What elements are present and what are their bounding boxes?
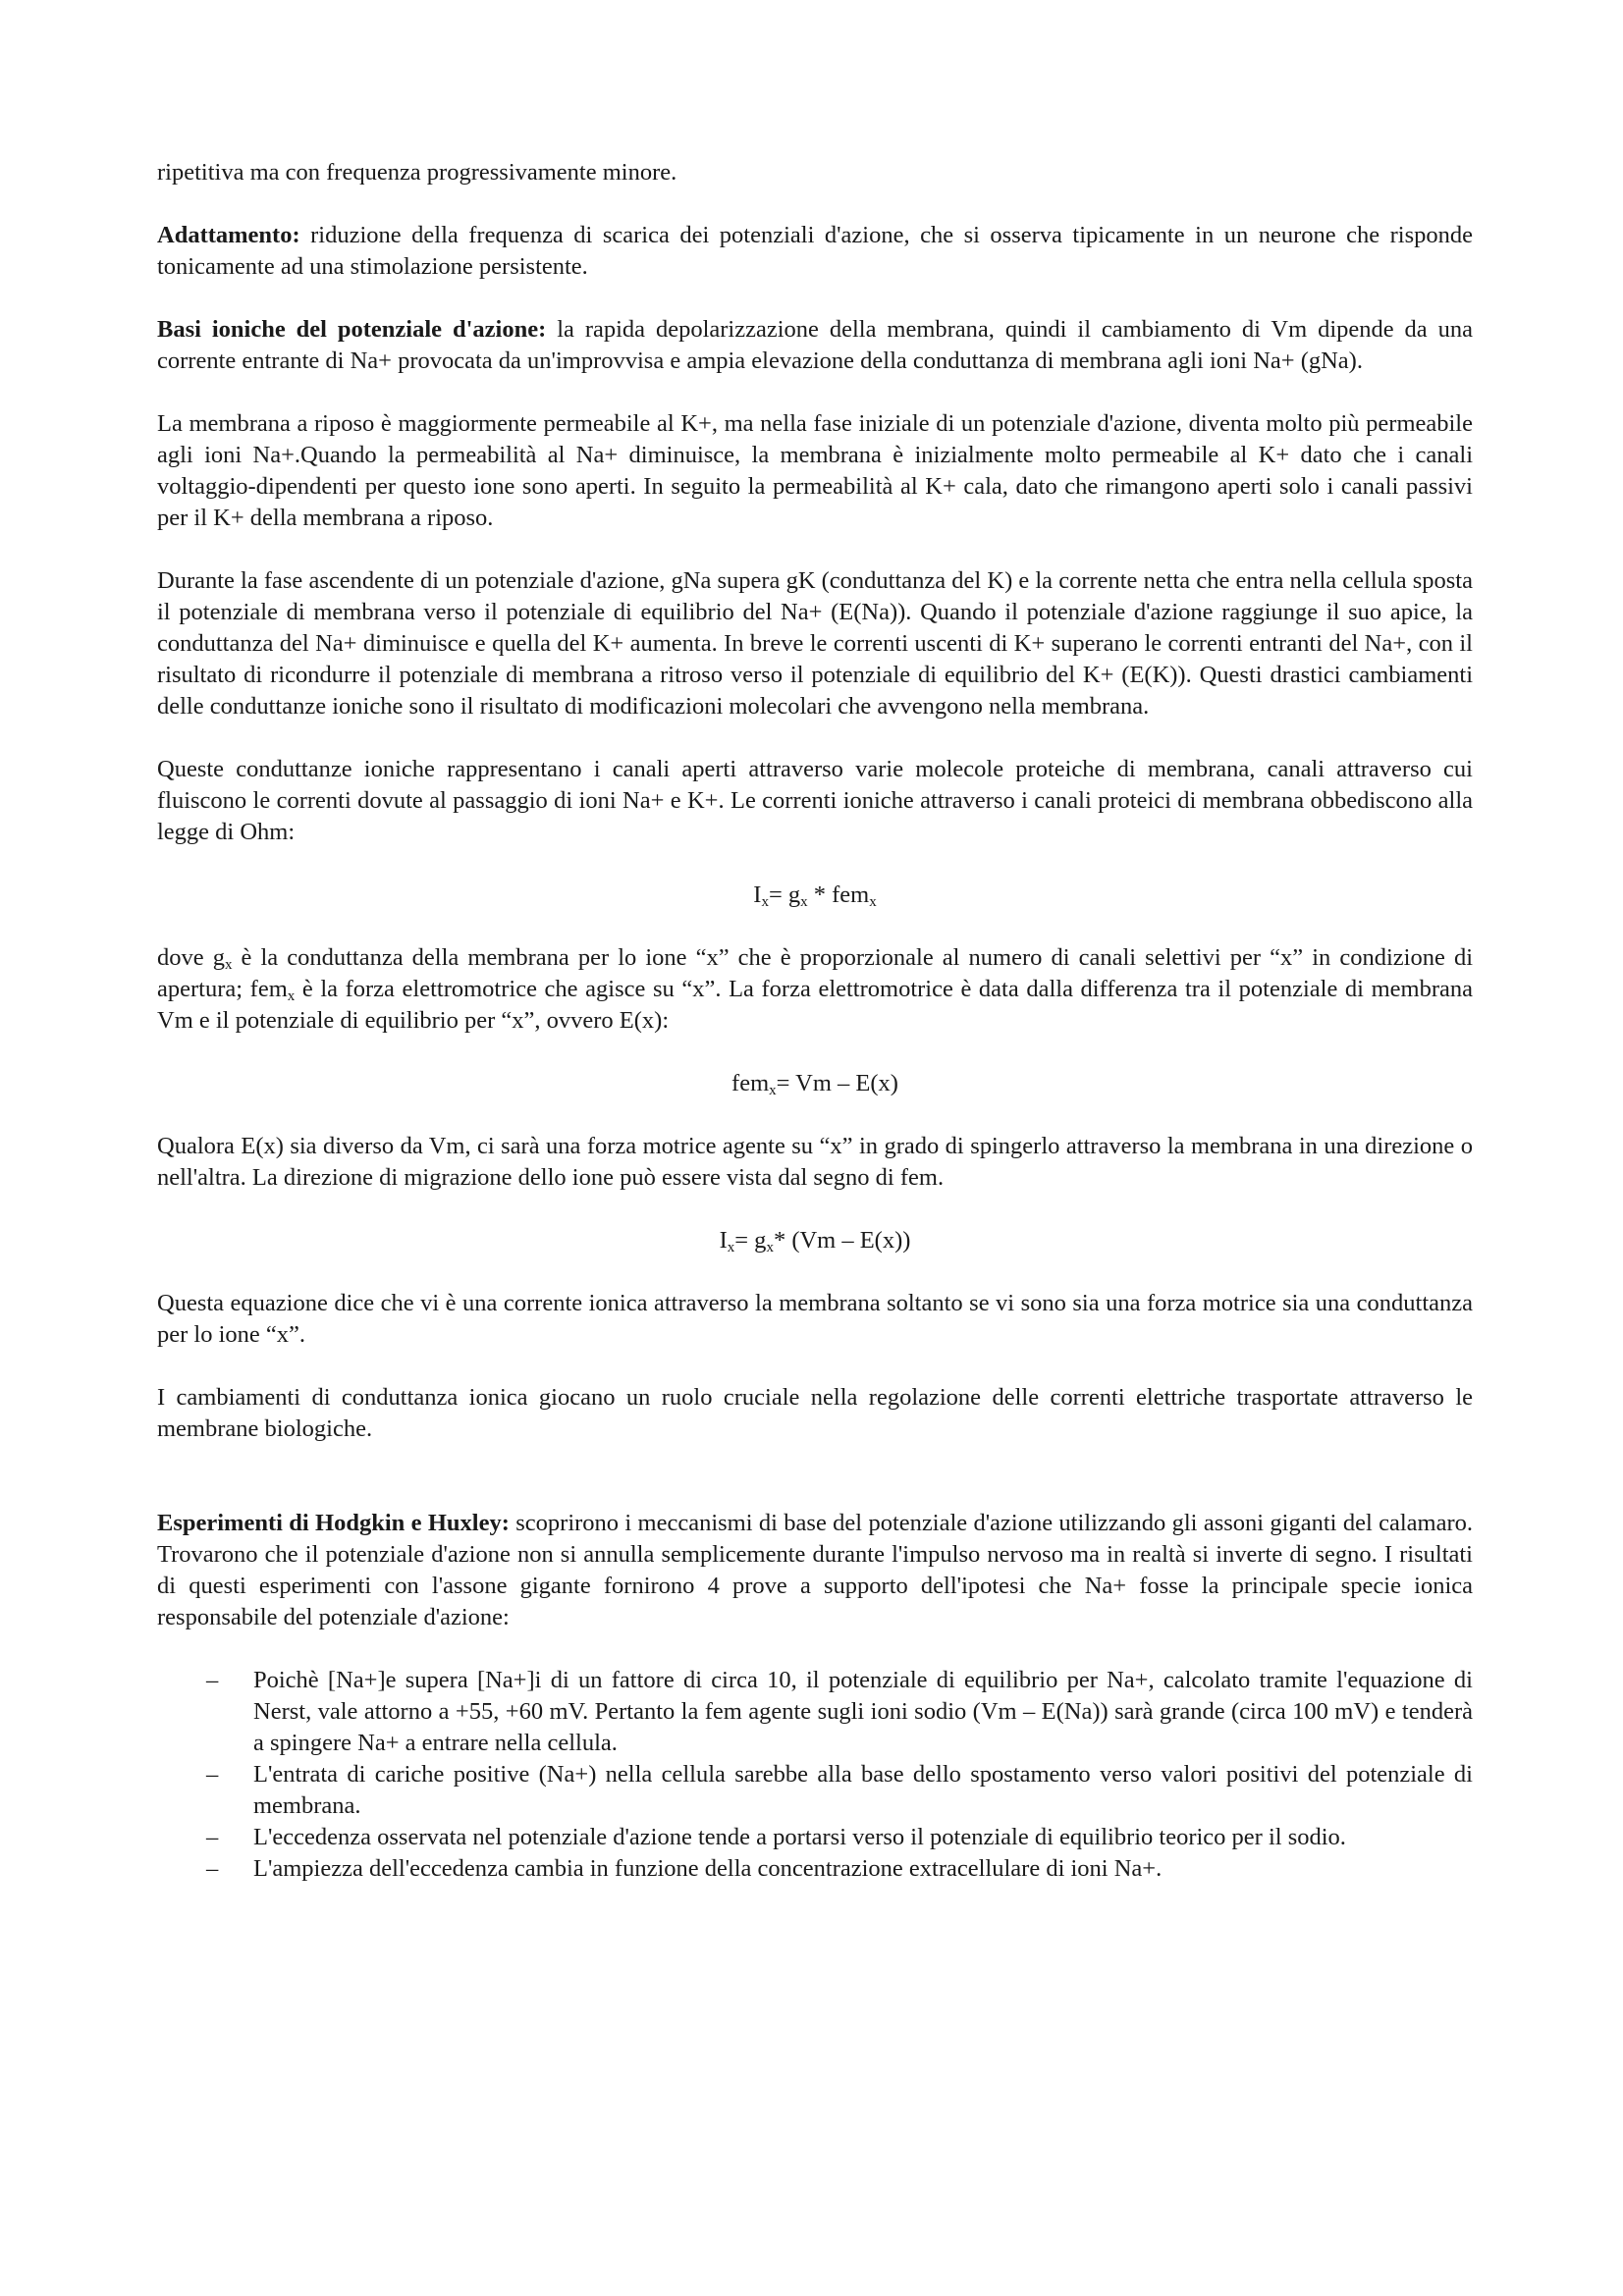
equation-ohm: $I_x= g_x * fem_x$ xyxy=(753,881,877,910)
paragraph-conduttanze-ioniche: Queste conduttanze ioniche rappresentano i canali aperti attraverso varie molecole proteiche di membrana, canali attraverso cui fluiscono le correnti dovute al passaggio di ioni Na+ e K+. Le correnti ioniche attraverso i canali proteici di membrana obbediscono alla legge di Ohm: xyxy=(157,756,1473,845)
list-item: – L'eccedenza osservata nel potenziale d'azione tende a portarsi verso il potenziale di equilibrio teorico per il sodio. xyxy=(157,1822,1473,1853)
paragraph-basi-ioniche xyxy=(157,314,1473,377)
paragraph-membrana-riposo: La membrana a riposo è maggiormente permeabile al K+, ma nella fase iniziale di un potenziale d'azione, diventa molto più permeabile agli ioni Na+.Quando la permeabilità al Na+ diminuisce, la membrana è inizialmente molto permeabile al K+ dato che i canali voltaggio-dipendenti per questo ione sono aperti. In seguito la permeabilità al K+ cala, dato che rimangono aperti solo i canali passivi per il K+ della membrana a riposo. xyxy=(157,410,1473,531)
dash-bullet: – xyxy=(206,1855,219,1882)
paragraph-continuation: ripetitiva ma con frequenza progressivamente minore. xyxy=(157,159,677,186)
term-basi-ioniche: Basi ioniche del potenziale d'azione: xyxy=(157,316,547,343)
term-hodgkin-huxley: Esperimenti di Hodgkin e Huxley: xyxy=(157,1510,510,1536)
paragraph-dove: dove $g_x$ è la conduttanza della membrana per lo ione “x” che è proporzionale al numero di canali selettivi per “x” in condizione di apertura; fem$_x$ è la forza elettromotrice che agisce su “x”. La forza elettromotrice è data dalla differenza tra il potenziale di membrana Vm e il potenziale di equilibrio per “x”, ovvero E(x): xyxy=(157,944,1473,1034)
definition-hodgkin-huxley: scoprirono i meccanismi di base del potenziale d'azione utilizzando gli assoni giganti del calamaro. Trovarono che il potenziale d'azione non si annulla semplicemente durante l'impulso nervoso ma in realtà si inverte di segno. I risultati di questi esperimenti con l'assone gigante fornirono 4 prove a supporto dell'ipotesi che Na+ fosse la principale specie ionica responsabile del potenziale d'azione: xyxy=(157,1510,1473,1630)
equation-current: $I_x= g_x*$ (Vm – E(x)) xyxy=(719,1227,911,1255)
paragraph-questa-equazione: Questa equazione dice che vi è una corrente ionica attraverso la membrana soltanto se vi sono sia una forza motrice sia una conduttanza per lo ione “x”. xyxy=(157,1290,1473,1348)
paragraph-hodgkin-huxley xyxy=(157,1508,1473,1633)
list-item: – L'ampiezza dell'eccedenza cambia in funzione della concentrazione extracellulare di ioni Na+. xyxy=(157,1853,1473,1885)
paragraph-adattamento xyxy=(157,220,1473,283)
list-item: – L'entrata di cariche positive (Na+) nella cellula sarebbe alla base dello spostamento verso valori positivi del potenziale di membrana. xyxy=(206,1761,1473,1819)
paragraph-fase-ascendente: Durante la fase ascendente di un potenziale d'azione, gNa supera gK (conduttanza del K) e la corrente netta che entra nella cellula sposta il potenziale di membrana verso il potenziale di equilibrio del Na+ (E(Na)). Quando il potenziale d'azione raggiunge il suo apice, la conduttanza del Na+ diminuisce e quella del K+ aumenta. In breve le correnti uscenti di K+ superano le correnti entranti del Na+, con il risultato di ricondurre il potenziale di membrana a ritroso verso il potenziale di equilibrio del K+ (E(K)). Questi drastici cambiamenti delle conduttanze ioniche sono il risultato di modificazioni molecolari che avvengono nella membrana. xyxy=(157,567,1473,720)
evidence-list xyxy=(157,1665,1473,1885)
definition-adattamento: riduzione della frequenza di scarica dei potenziali d'azione, che si osserva tipicamente in un neurone che risponde tonicamente ad una stimolazione persistente. xyxy=(157,222,1473,280)
dash-bullet: – xyxy=(206,1761,219,1788)
dash-bullet: – xyxy=(206,1824,219,1850)
definition-basi-ioniche: la rapida depolarizzazione della membrana, quindi il cambiamento di Vm dipende da una corrente entrante di Na+ provocata da un'improvvisa e ampia elevazione della conduttanza di membrana agli ioni Na+ (gNa). xyxy=(157,316,1473,374)
list-item: – Poichè [Na+]e supera [Na+]i di un fattore di circa 10, il potenziale di equilibrio per Na+, calcolato tramite l'equazione di Nerst, vale attorno a +55, +60 mV. Pertanto la fem agente sugli ioni sodio (Vm – E(Na)) sarà grande (circa 100 mV) e tenderà a spingere Na+ a entrare nella cellula. xyxy=(206,1667,1473,1756)
page-content xyxy=(157,157,1473,1885)
term-adattamento: Adattamento: xyxy=(157,222,300,248)
paragraph-qualora: Qualora E(x) sia diverso da Vm, ci sarà una forza motrice agente su “x” in grado di spingerlo attraverso la membrana in una direzione o nell'altra. La direzione di migrazione dello ione può essere vista dal segno di fem. xyxy=(157,1133,1473,1191)
paragraph-cambiamenti: I cambiamenti di conduttanza ionica giocano un ruolo cruciale nella regolazione delle correnti elettriche trasportate attraverso le membrane biologiche. xyxy=(157,1384,1473,1442)
dash-bullet: – xyxy=(206,1667,219,1693)
equation-fem: fem$_x$= Vm – E(x) xyxy=(731,1070,898,1098)
